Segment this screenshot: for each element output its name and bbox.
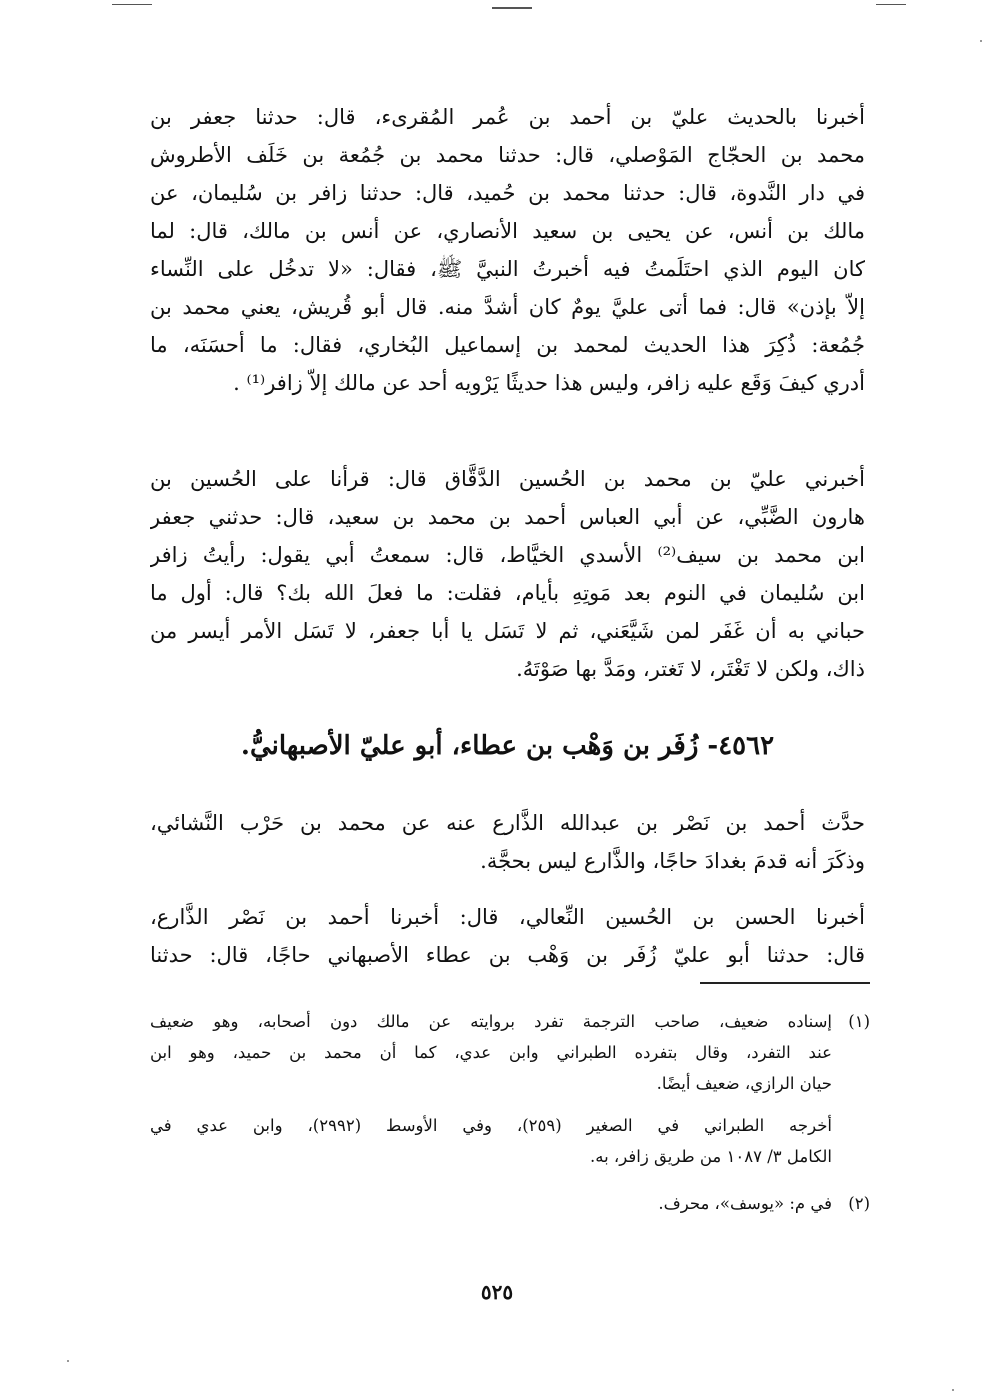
footnote-line bbox=[150, 1006, 870, 1037]
text-line: كان اليوم الذي احتَلَمتُ فيه أخبرتُ النبيَّ ﷺ، فقال: «لا تدخُل على النِّساء bbox=[150, 257, 865, 281]
footnote-2 bbox=[150, 1188, 870, 1219]
text-line: وذكَرَ أنه قدمَ بغدادَ حاجًا، والذَّارع ليس بحجَّة. bbox=[480, 849, 865, 873]
text-line: إلاّ بإذن» قال: فما أتى عليَّ يومٌ كان أشدَّ منه. قال أبو قُريش، يعني محمد بن bbox=[150, 295, 865, 319]
footnote-line: حيان الرازي، ضعيف أيضًا. bbox=[656, 1074, 832, 1093]
text-line: حباني به أن غَفَر لمن شَيَّعَني، ثم لا تَسَل يا أبا جعفر، لا تَسَل الأمر أيسر من bbox=[150, 619, 865, 643]
footnote-line bbox=[150, 1188, 870, 1219]
footnote-1 bbox=[150, 1006, 870, 1099]
text-line: أخبرنا الحسن بن الحُسين النِّعالي، قال: أخبرنا أحمد بن نَصْر الذَّارع، bbox=[150, 905, 865, 929]
paragraph-2 bbox=[150, 460, 865, 688]
text-line: هارون الضَّبِّي، عن أبي العباس أحمد بن محمد بن سعيد، قال: حدثني جعفر bbox=[150, 505, 865, 529]
text-line: مالك بن أنس، عن يحيى بن سعيد الأنصاري، عن أنس بن مالك، قال: لما bbox=[150, 219, 865, 243]
footnote-1-continuation bbox=[150, 1110, 870, 1172]
scan-speck bbox=[67, 1360, 69, 1362]
footnote-number: (٢) bbox=[848, 1194, 870, 1213]
text-line: في دار النَّدوة، قال: حدثنا محمد بن حُميد، قال: حدثنا زافر بن سُليمان، عن bbox=[150, 181, 865, 205]
text-line: ذاك، ولكن لا تَغْتَر، لا تَغتر، ومَدَّ بها صَوْتَهُ. bbox=[516, 657, 865, 681]
footnote-line: أخرجه الطبراني في الصغير (٢٥٩)، وفي الأوسط (٢٩٩٢)، وابن عدي في bbox=[150, 1116, 832, 1135]
footnote-line: عند التفرد، وقال بتفرده الطبراني وابن عدي، كما أن محمد بن حميد، وهو ابن bbox=[150, 1043, 832, 1062]
text-line: أخبرني عليّ بن محمد بن الحُسين الدَّقَّاق قال: قرأنا على الحُسين بن bbox=[150, 467, 865, 491]
text-line: جُمُعة: ذُكِرَ هذا الحديث لمحمد بن إسماعيل البُخاري، فقال: ما أحسَنَه، ما bbox=[150, 333, 865, 357]
scan-speck bbox=[952, 1389, 954, 1391]
scan-speck bbox=[980, 40, 982, 42]
paragraph-1 bbox=[150, 98, 865, 402]
text-line: محمد بن الحجّاج المَوْصلي، قال: حدثنا محمد بن جُمُعة بن خَلَف الأطروش bbox=[150, 143, 865, 167]
text-line: قال: حدثنا أبو عليّ زُفَر بن وَهْب بن عطاء الأصبهاني حاجًا، قال: حدثنا bbox=[150, 943, 865, 967]
text-line: أدري كيفَ وَقَع عليه زافر، وليس هذا حديثًا يَرْويه أحد عن مالك إلاّ زافر⁽¹⁾ . bbox=[233, 371, 865, 395]
entry-heading: ٤٥٦٢- زُفَر بن وَهْب بن عطاء، أبو عليّ الأصبهانيُّ. bbox=[240, 731, 775, 761]
text-line: ابن محمد بن سيف⁽²⁾ الأسدي الخيَّاط، قال: سمعتُ أبي يقول: رأيتُ زافر bbox=[150, 543, 865, 567]
footnote-line: الكامل ٣/ ١٠٨٧ من طريق زافر، به. bbox=[589, 1147, 832, 1166]
footnote-text: إسناده ضعيف، صاحب الترجمة تفرد بروايته عن مالك دون أصحابه، وهو ضعيف bbox=[150, 1012, 832, 1031]
footnote-number: (١) bbox=[848, 1012, 870, 1031]
text-line: أخبرنا بالحديث عليّ بن أحمد بن عُمر المُقرىء، قال: حدثنا جعفر بن bbox=[150, 105, 865, 129]
scan-edge-marks bbox=[0, 4, 994, 14]
text-line: ابن سُليمان في النوم بعد مَوتِهِ بأيام، فقلت: ما فعلَ الله بك؟ قال: أول ما bbox=[150, 581, 865, 605]
footnote-separator bbox=[700, 982, 870, 984]
paragraph-4 bbox=[150, 898, 865, 974]
page-number: ٥٢٥ bbox=[480, 1280, 514, 1304]
paragraph-3 bbox=[150, 804, 865, 880]
text-line: حدَّث أحمد بن نَصْر بن عبدالله الذَّارع عنه عن محمد بن حَرْب النَّشائي، bbox=[150, 811, 865, 835]
footnote-text: في م: «يوسف»، محرف. bbox=[658, 1194, 832, 1213]
